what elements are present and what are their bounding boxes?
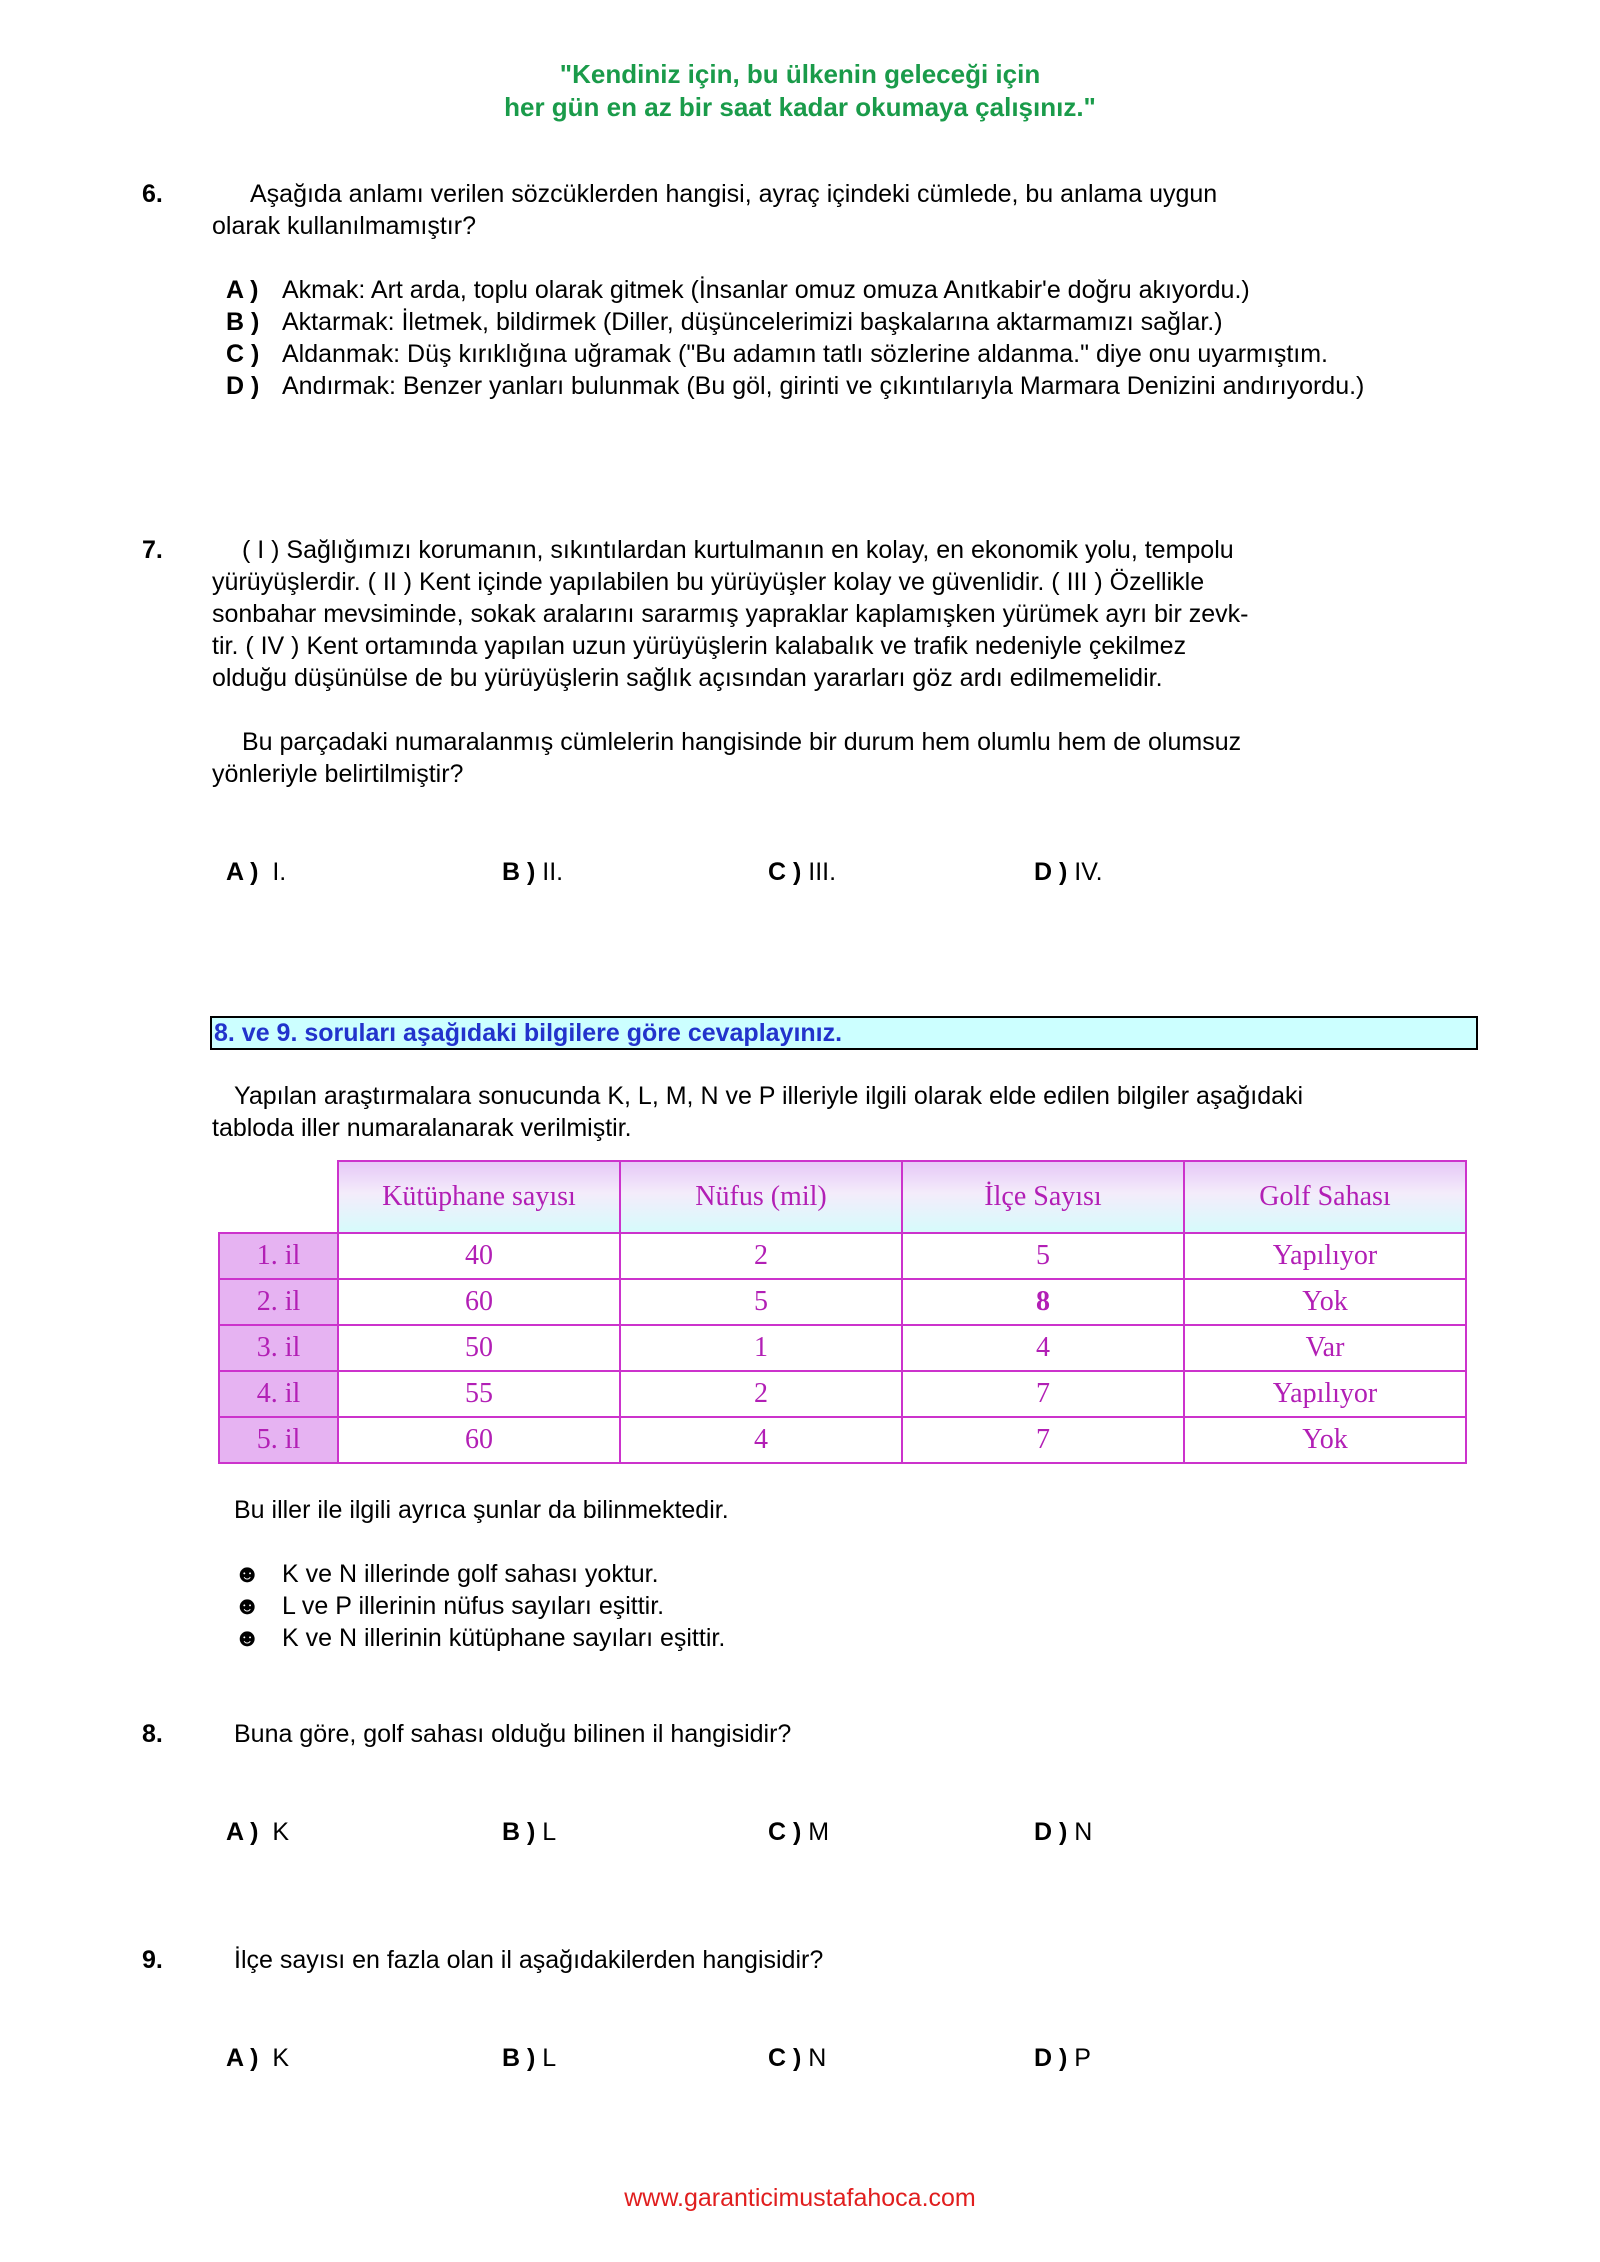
table-row <box>219 1371 1466 1417</box>
option-text: L <box>542 2044 557 2072</box>
question-7-number: 7. <box>142 536 163 564</box>
option-text: Aldanmak: Düş kırıklığına uğramak ("Bu adamın tatlı sözlerine aldanma." diye onu uyarmıştım. <box>282 340 1328 368</box>
question-6-options <box>226 274 1364 402</box>
table-header-row <box>219 1161 1466 1233</box>
table-header-population: Nüfus (mil) <box>620 1161 902 1233</box>
question-8-option-c[interactable] <box>768 1816 829 1848</box>
option-text: IV. <box>1074 858 1103 886</box>
table-row <box>219 1233 1466 1279</box>
table-corner-cell <box>219 1161 338 1233</box>
table-cell: 2 <box>620 1233 902 1279</box>
option-letter: D ) <box>226 372 260 400</box>
table-row <box>219 1417 1466 1463</box>
option-letter: B ) <box>502 858 536 886</box>
bullet-text: K ve N illerinin kütüphane sayıları eşittir. <box>282 1624 726 1652</box>
option-text: L <box>542 1818 557 1846</box>
table-cell: 8 <box>902 1279 1184 1325</box>
table-cell: Yapılıyor <box>1184 1233 1466 1279</box>
option-letter: D ) <box>1034 2044 1068 2072</box>
table-row-label: 1. il <box>219 1233 338 1279</box>
list-item <box>234 1558 725 1590</box>
table-cell: 40 <box>338 1233 620 1279</box>
table-cell: Yok <box>1184 1417 1466 1463</box>
question-7-question-line-2: yönleriyle belirtilmiştir? <box>212 760 464 788</box>
table-row-label: 2. il <box>219 1279 338 1325</box>
table-cell: 60 <box>338 1417 620 1463</box>
question-6-option-c[interactable] <box>226 338 1364 370</box>
smiley-bullet-icon: ☻ <box>234 1624 261 1652</box>
list-item <box>234 1590 725 1622</box>
intro-line-2: tabloda iller numaralanarak verilmiştir. <box>212 1114 632 1142</box>
table-header-library: Kütüphane sayısı <box>338 1161 620 1233</box>
option-text: Aktarmak: İletmek, bildirmek (Diller, düşüncelerimizi başkalarına aktarmamızı sağlar.) <box>282 308 1223 336</box>
table-cell: 50 <box>338 1325 620 1371</box>
smiley-bullet-icon: ☻ <box>234 1592 261 1620</box>
table-cell: 5 <box>902 1233 1184 1279</box>
table-cell: Var <box>1184 1325 1466 1371</box>
option-text: P <box>1074 2044 1091 2072</box>
table-row-label: 4. il <box>219 1371 338 1417</box>
option-text: II. <box>542 858 564 886</box>
table-header-golf: Golf Sahası <box>1184 1161 1466 1233</box>
table-row <box>219 1279 1466 1325</box>
option-text: K <box>272 2044 289 2072</box>
option-letter: A ) <box>226 1818 259 1846</box>
question-7-paragraph-line-1: ( I ) Sağlığımızı korumanın, sıkıntılardan kurtulmanın en kolay, en ekonomik yolu, tempolu <box>242 536 1234 564</box>
footer-website-link[interactable]: www.garanticimustafahoca.com <box>624 2184 976 2212</box>
table-row-label: 5. il <box>219 1417 338 1463</box>
table-cell: 55 <box>338 1371 620 1417</box>
option-letter: B ) <box>226 308 260 336</box>
option-text: I. <box>272 858 287 886</box>
question-8-stem: Buna göre, golf sahası olduğu bilinen il hangisidir? <box>234 1720 792 1748</box>
option-letter: C ) <box>226 340 260 368</box>
question-8-number: 8. <box>142 1720 163 1748</box>
question-7-option-c[interactable] <box>768 856 836 888</box>
table-row-label: 3. il <box>219 1325 338 1371</box>
question-7-paragraph-line-5: olduğu düşünülse de bu yürüyüşlerin sağlık açısından yararları göz ardı edilmemelidir. <box>212 664 1163 692</box>
option-text: Andırmak: Benzer yanları bulunmak (Bu göl, girinti ve çıkıntılarıyla Marmara Denizini andırıyordu.) <box>282 372 1365 400</box>
table-cell: 5 <box>620 1279 902 1325</box>
option-text: N <box>808 2044 827 2072</box>
table-cell: 4 <box>902 1325 1184 1371</box>
table-cell: 60 <box>338 1279 620 1325</box>
known-facts-intro: Bu iller ile ilgili ayrıca şunlar da bilinmektedir. <box>234 1496 729 1524</box>
question-6-stem-line-2: olarak kullanılmamıştır? <box>212 212 476 240</box>
question-7-question-line-1: Bu parçadaki numaralanmış cümlelerin hangisinde bir durum hem olumlu hem de olumsuz <box>242 728 1242 756</box>
table-header-district: İlçe Sayısı <box>902 1161 1184 1233</box>
question-7-paragraph-line-2: yürüyüşlerdir. ( II ) Kent içinde yapılabilen bu yürüyüşler kolay ve güvenlidir. ( III ) Özellikle <box>212 568 1205 596</box>
question-8-option-d[interactable] <box>1034 1816 1092 1848</box>
question-7-option-b[interactable] <box>502 856 563 888</box>
table-cell: 1 <box>620 1325 902 1371</box>
intro-line-1: Yapılan araştırmalara sonucunda K, L, M, N ve P illeriyle ilgili olarak elde edilen bilgiler aşağıdaki <box>234 1082 1304 1110</box>
option-text: Akmak: Art arda, toplu olarak gitmek (İnsanlar omuz omuza Anıtkabir'e doğru akıyordu.) <box>282 276 1250 304</box>
province-data-table <box>218 1160 1467 1464</box>
option-letter: A ) <box>226 2044 259 2072</box>
option-text: K <box>272 1818 289 1846</box>
question-6-option-b[interactable] <box>226 306 1364 338</box>
question-6-stem-line-1: Aşağıda anlamı verilen sözcüklerden hangisi, ayraç içindeki cümlede, bu anlama uygun <box>250 180 1218 208</box>
option-text: M <box>808 1818 830 1846</box>
question-9-option-d[interactable] <box>1034 2042 1091 2074</box>
option-letter: D ) <box>1034 858 1068 886</box>
table-cell: Yapılıyor <box>1184 1371 1466 1417</box>
question-9-option-c[interactable] <box>768 2042 826 2074</box>
instruction-banner: 8. ve 9. soruları aşağıdaki bilgilere göre cevaplayınız. <box>210 1016 1478 1050</box>
option-letter: B ) <box>502 2044 536 2072</box>
list-item <box>234 1622 725 1654</box>
question-7-paragraph-line-4: tir. ( IV ) Kent ortamında yapılan uzun yürüyüşlerin kalabalık ve trafik nedeniyle çekilmez <box>212 632 1187 660</box>
question-9-stem: İlçe sayısı en fazla olan il aşağıdakilerden hangisidir? <box>234 1946 824 1974</box>
option-letter: C ) <box>768 858 802 886</box>
header-quote-line-1: "Kendiniz için, bu ülkenin geleceği için <box>559 59 1041 89</box>
question-7-option-a[interactable] <box>226 856 286 888</box>
question-9-option-a[interactable] <box>226 2042 289 2074</box>
question-7-option-d[interactable] <box>1034 856 1103 888</box>
question-6-option-d[interactable] <box>226 370 1364 402</box>
table-cell: 4 <box>620 1417 902 1463</box>
option-text: III. <box>808 858 837 886</box>
table-row <box>219 1325 1466 1371</box>
question-6-option-a[interactable] <box>226 274 1364 306</box>
table-cell: Yok <box>1184 1279 1466 1325</box>
option-letter: A ) <box>226 858 259 886</box>
header-quote-line-2: her gün en az bir saat kadar okumaya çalışınız." <box>504 92 1096 122</box>
question-8-option-b[interactable] <box>502 1816 556 1848</box>
option-letter: D ) <box>1034 1818 1068 1846</box>
bullet-text: K ve N illerinde golf sahası yoktur. <box>282 1560 659 1588</box>
option-text: N <box>1074 1818 1093 1846</box>
bullet-text: L ve P illerinin nüfus sayıları eşittir. <box>282 1592 665 1620</box>
question-6-number: 6. <box>142 180 163 208</box>
question-9-number: 9. <box>142 1946 163 1974</box>
known-facts-list <box>234 1558 725 1654</box>
option-letter: B ) <box>502 1818 536 1846</box>
option-letter: A ) <box>226 276 259 304</box>
smiley-bullet-icon: ☻ <box>234 1560 261 1588</box>
question-8-option-a[interactable] <box>226 1816 289 1848</box>
table-cell: 7 <box>902 1417 1184 1463</box>
question-7-paragraph-line-3: sonbahar mevsiminde, sokak aralarını sararmış yapraklar kaplamışken yürümek ayrı bir zevk- <box>212 600 1249 628</box>
option-letter: C ) <box>768 2044 802 2072</box>
question-9-option-b[interactable] <box>502 2042 556 2074</box>
table-cell: 7 <box>902 1371 1184 1417</box>
option-letter: C ) <box>768 1818 802 1846</box>
table-cell: 2 <box>620 1371 902 1417</box>
